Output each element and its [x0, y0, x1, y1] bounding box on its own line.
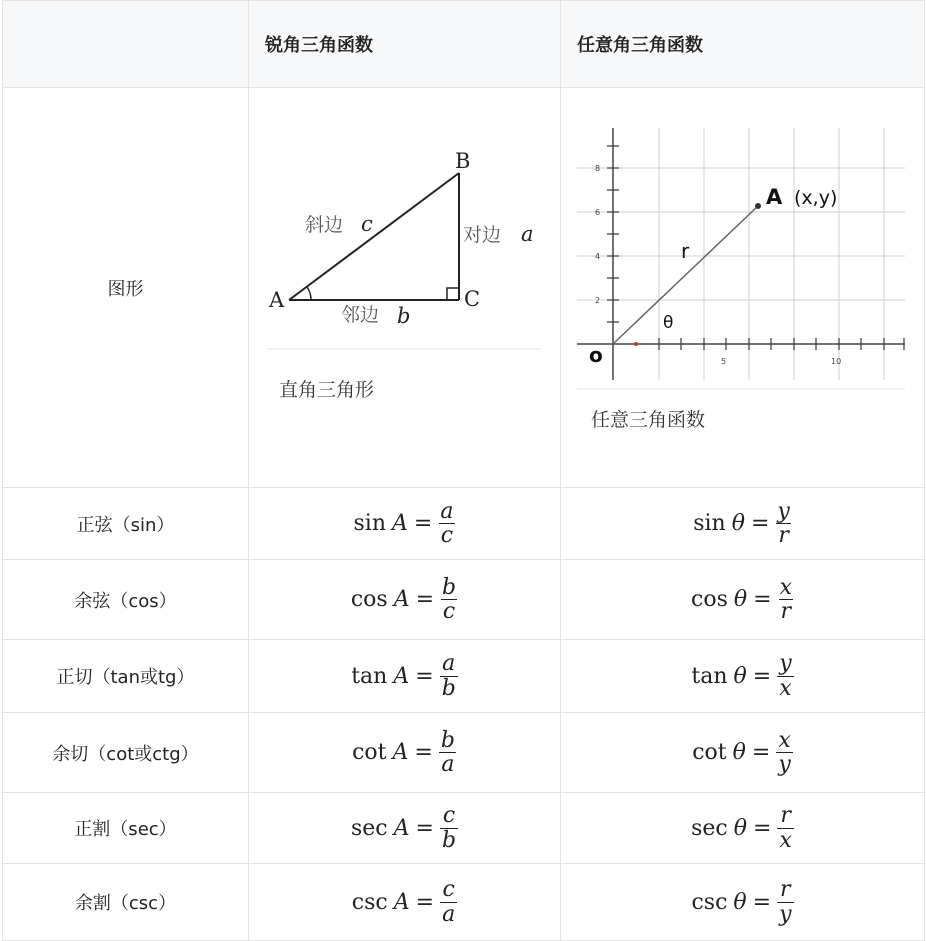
opposite-label: 对边: [463, 224, 502, 246]
adjacent-label: 邻边: [341, 304, 380, 326]
x-tick-10: 10: [831, 357, 842, 366]
plot-caption: 任意三角函数: [591, 409, 706, 431]
row-label: 余弦（cos）: [3, 560, 249, 640]
header-any: 任意角三角函数: [561, 1, 925, 88]
figure-row-label: 图形: [3, 88, 249, 488]
header-acute: 锐角三角函数: [249, 1, 561, 88]
y-tick-2: 2: [595, 296, 601, 305]
trig-function-table: [2, 0, 925, 941]
vertex-b-label: B: [455, 149, 471, 173]
any-formula: cot θ = $\frac{x}{y}$: [561, 713, 925, 793]
any-formula: csc θ = $\frac{r}{y}$: [561, 864, 925, 941]
header-row: [3, 1, 925, 88]
coordinate-plot-cell: [561, 88, 925, 488]
radius-label: r: [681, 239, 690, 263]
y-tick-6: 6: [595, 208, 601, 217]
acute-formula: cos A = $\frac{b}{c}$: [249, 560, 561, 640]
triangle-caption: 直角三角形: [279, 379, 375, 401]
any-formula: cos θ = $\frac{x}{r}$: [561, 560, 925, 640]
any-formula: sin θ = $\frac{y}{r}$: [561, 488, 925, 560]
x-tick-5: 5: [721, 357, 727, 366]
acute-formula: csc A = $\frac{c}{a}$: [249, 864, 561, 941]
row-label: 正弦（sin）: [3, 488, 249, 560]
acute-formula: cot A = $\frac{b}{a}$: [249, 713, 561, 793]
y-tick-8: 8: [595, 164, 601, 173]
table-row: [3, 488, 925, 560]
hypotenuse-line: [289, 173, 459, 300]
y-tick-4: 4: [595, 252, 601, 261]
radius-line: [613, 206, 758, 344]
acute-formula: tan A = $\frac{a}{b}$: [249, 640, 561, 713]
figure-row: [3, 88, 925, 488]
row-label: 正切（tan或tg）: [3, 640, 249, 713]
coordinate-plot-diagram: [561, 88, 925, 488]
row-label: 余切（cot或ctg）: [3, 713, 249, 793]
table-row: [3, 793, 925, 864]
any-formula: tan θ = $\frac{y}{x}$: [561, 640, 925, 713]
point-coords-label: (x,y): [794, 187, 838, 209]
right-triangle-cell: [249, 88, 561, 488]
right-angle-mark: [447, 288, 459, 300]
angle-a-arc: [307, 287, 311, 300]
table-row: [3, 640, 925, 713]
acute-formula: sin A = $\frac{a}{c}$: [249, 488, 561, 560]
header-empty: [3, 1, 249, 88]
right-triangle-diagram: [249, 88, 561, 488]
any-formula: sec θ = $\frac{r}{x}$: [561, 793, 925, 864]
hypotenuse-label: 斜边: [305, 214, 344, 236]
table-row: [3, 864, 925, 941]
origin-label: o: [589, 343, 603, 367]
opposite-var: a: [521, 222, 534, 246]
point-a-dot: [755, 203, 761, 209]
row-label: 余割（csc）: [3, 864, 249, 941]
tick-marks: [607, 146, 904, 350]
adjacent-var: b: [397, 304, 411, 328]
row-label: 正割（sec）: [3, 793, 249, 864]
x-axis-dot: [634, 342, 638, 346]
theta-label: θ: [663, 313, 674, 333]
acute-formula: sec A = $\frac{c}{b}$: [249, 793, 561, 864]
plot-grid: [577, 128, 905, 380]
table-row: [3, 560, 925, 640]
point-a-label: A: [766, 185, 783, 209]
hypotenuse-var: c: [361, 212, 373, 236]
table-row: [3, 713, 925, 793]
vertex-a-label: A: [269, 288, 285, 312]
vertex-c-label: C: [464, 287, 481, 311]
